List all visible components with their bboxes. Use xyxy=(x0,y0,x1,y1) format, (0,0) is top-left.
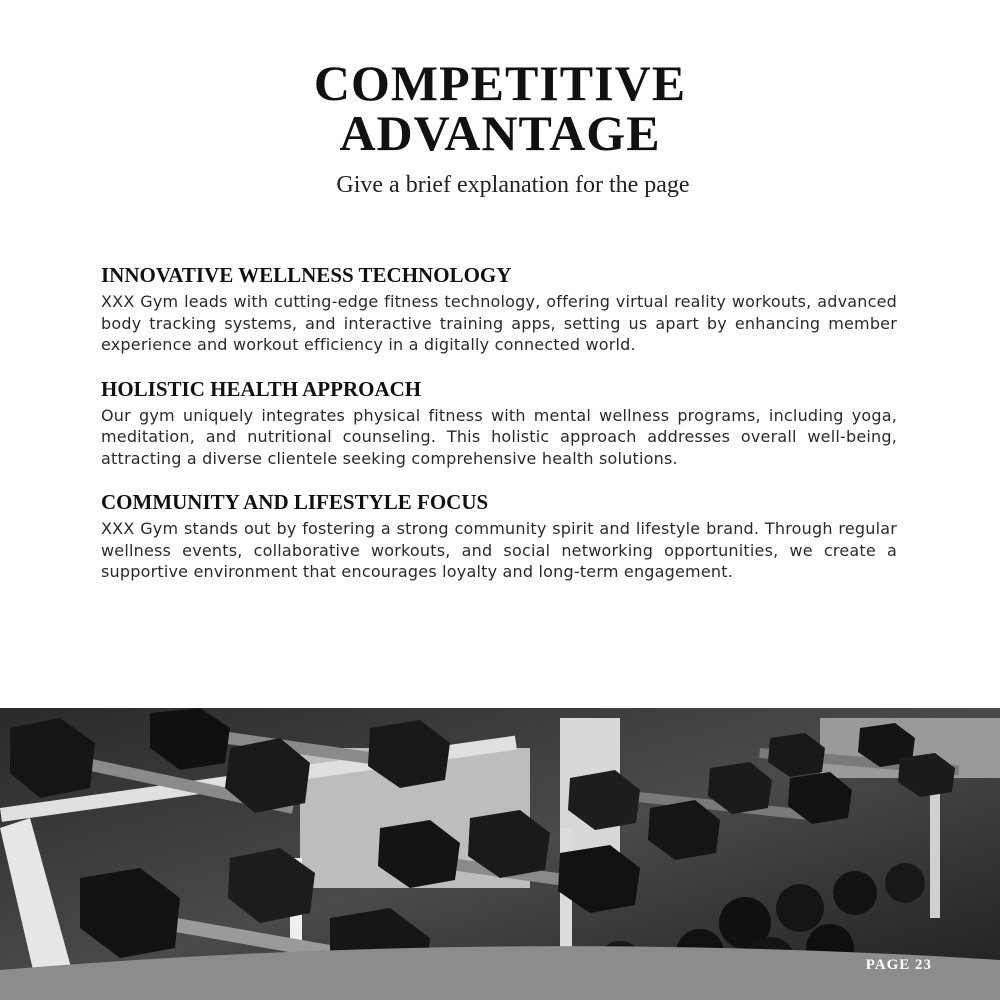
page-title-line-2: ADVANTAGE xyxy=(339,105,661,161)
advantage-section xyxy=(101,262,897,356)
advantage-section xyxy=(101,489,897,583)
section-heading: INNOVATIVE WELLNESS TECHNOLOGY xyxy=(101,263,512,287)
dumbbell-rack-image xyxy=(0,708,1000,1000)
page-title xyxy=(0,55,1000,161)
section-body: XXX Gym stands out by fostering a strong community spirit and lifestyle brand. Through regular wellness events, collaborative workouts, and social networking opportunities, we create a supportive environment that encourages loyalty and long-term engagement. xyxy=(101,519,897,581)
section-body: Our gym uniquely integrates physical fitness with mental wellness programs, including yoga, meditation, and nutritional counseling. This holistic approach addresses overall well-being, attracting a diverse clientele seeking comprehensive health solutions. xyxy=(101,405,897,468)
section-heading: COMMUNITY AND LIFESTYLE FOCUS xyxy=(101,490,489,514)
page-number: PAGE 23 xyxy=(865,957,932,973)
page-subtitle: Give a brief explanation for the page xyxy=(336,172,690,198)
dumbbell-rack-photo xyxy=(0,708,1000,1000)
section-body: XXX Gym leads with cutting-edge fitness technology, offering virtual reality workouts, advanced body tracking systems, and interactive training apps, setting us apart by enhancing member experience and workout efficiency in a digitally connected world. xyxy=(101,292,897,354)
page-title-line-1: COMPETITIVE xyxy=(313,55,687,111)
advantage-section xyxy=(101,376,897,470)
section-heading: HOLISTIC HEALTH APPROACH xyxy=(101,376,422,401)
advantages-list xyxy=(101,262,897,603)
